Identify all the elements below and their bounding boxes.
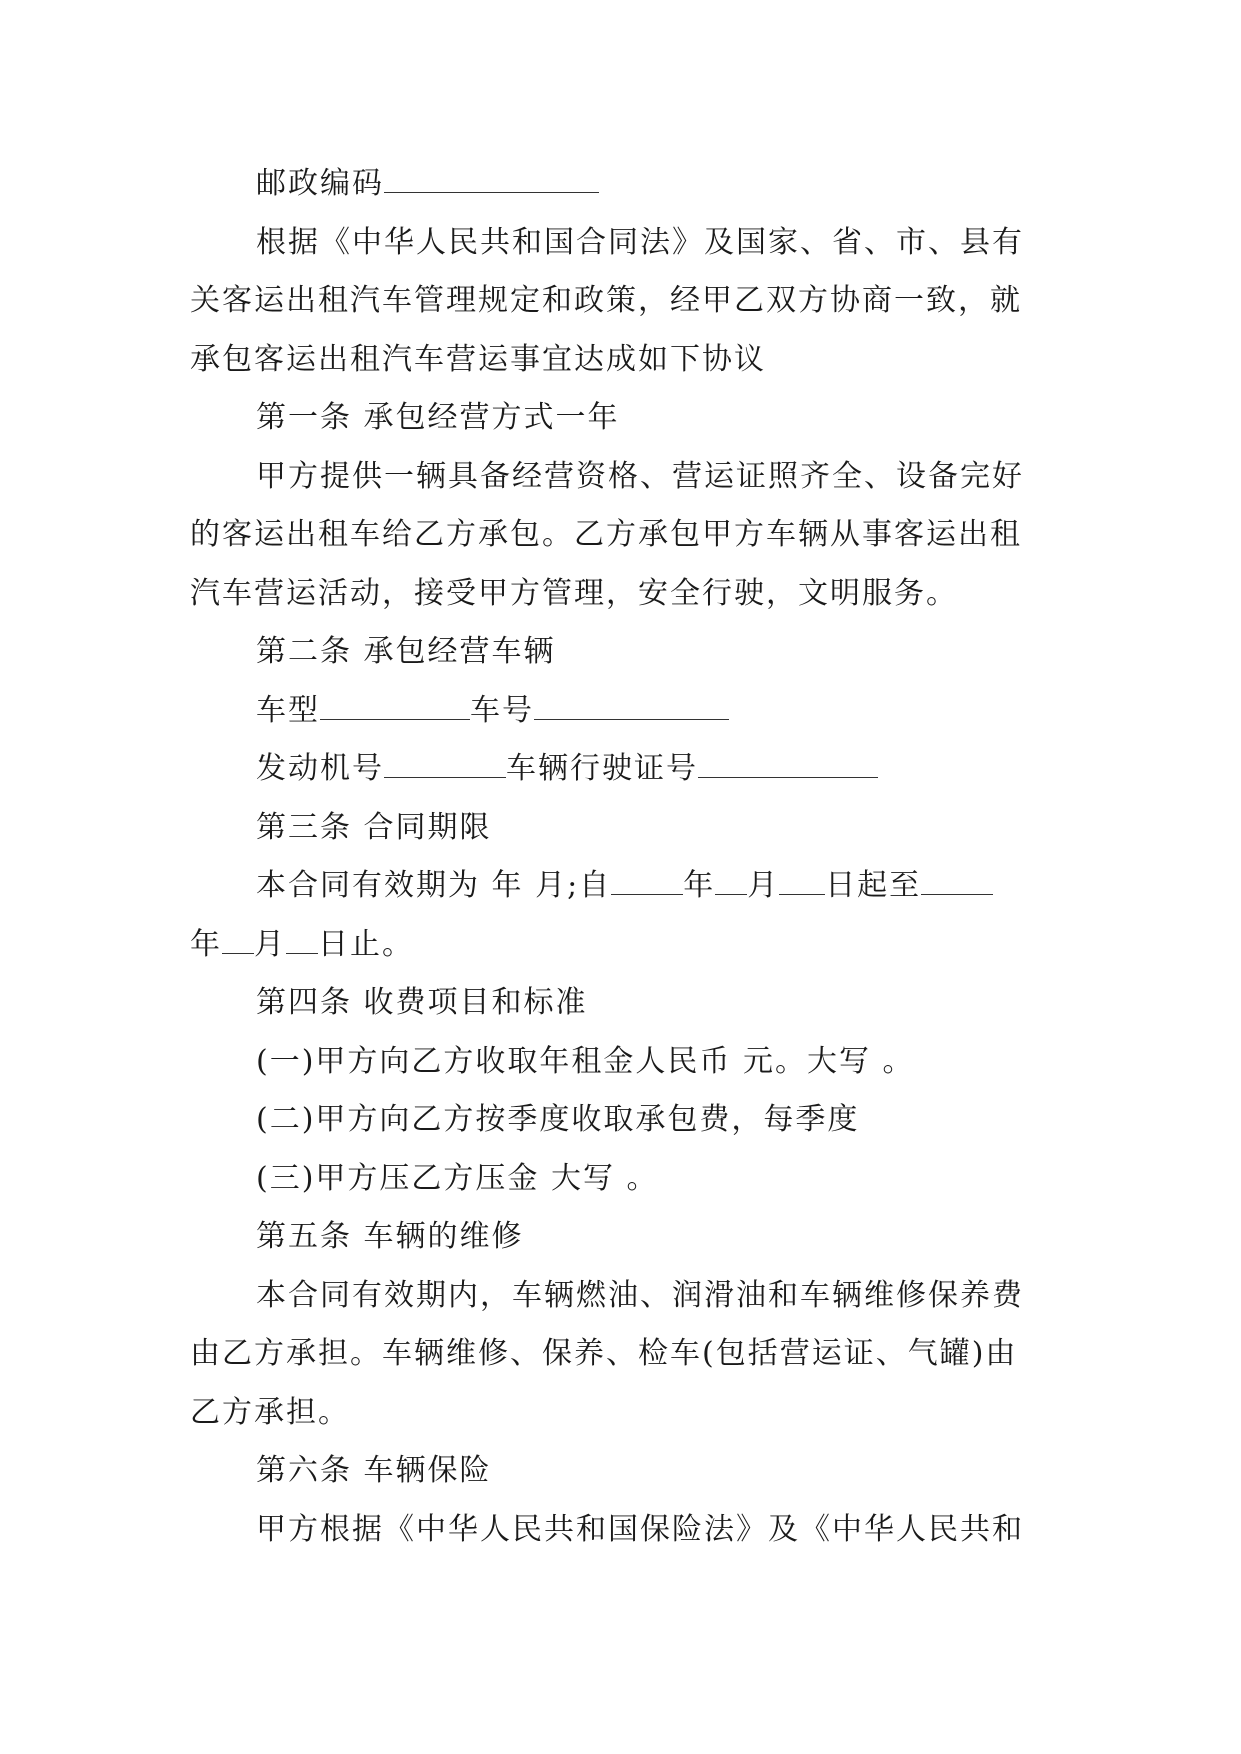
- text-segment: 第一条 承包经营方式一年: [256, 400, 620, 435]
- text-segment: 本合同有效期为 年 月;自: [256, 868, 612, 903]
- fill-in-blank: [611, 868, 683, 895]
- fill-in-blank: [534, 693, 729, 720]
- line-art5-title: [190, 1208, 1060, 1267]
- line-art4-1: [190, 1033, 1060, 1092]
- fill-in-blank: [222, 927, 254, 954]
- text-segment: (二)甲方向乙方按季度收取承包费，每季度: [256, 1102, 860, 1137]
- text-segment: 本合同有效期内，车辆燃油、润滑油和车辆维修保养费: [256, 1277, 1024, 1313]
- text-segment: 日起至: [825, 868, 922, 903]
- text-segment: 关客运出租汽车管理规定和政策，经甲乙双方协商一致，就: [190, 283, 1022, 318]
- line-intro-1: [190, 214, 1060, 273]
- text-segment: 车型: [256, 692, 320, 728]
- line-art4-2: [190, 1091, 1060, 1150]
- line-art2-engine: [190, 740, 1060, 799]
- line-art5-2: [190, 1325, 1060, 1384]
- text-segment: 发动机号: [256, 751, 384, 786]
- text-segment: 车辆行驶证号: [506, 751, 698, 786]
- line-intro-2: [190, 272, 1060, 331]
- text-segment: 日止。: [318, 926, 414, 962]
- line-art1-1: [190, 448, 1060, 507]
- text-segment: 甲方提供一辆具备经营资格、营运证照齐全、设备完好: [256, 458, 1024, 494]
- line-art1-3: [190, 565, 1060, 624]
- line-intro-3: [190, 331, 1060, 390]
- text-segment: 车号: [470, 692, 534, 728]
- text-segment: (一)甲方向乙方收取年租金人民币 元。大写 。: [256, 1043, 915, 1079]
- fill-in-blank: [384, 166, 599, 193]
- text-segment: 月: [254, 926, 286, 962]
- text-segment: 邮政编码: [256, 166, 384, 201]
- fill-in-blank: [384, 751, 506, 778]
- line-art6-1: [190, 1501, 1060, 1560]
- text-segment: 甲方根据《中华人民共和国保险法》及《中华人民共和: [256, 1511, 1024, 1547]
- text-segment: 第三条 合同期限: [256, 809, 492, 845]
- text-segment: 乙方承担。: [190, 1394, 350, 1430]
- line-art5-1: [190, 1267, 1060, 1326]
- line-art2-model: [190, 682, 1060, 741]
- fill-in-blank: [715, 868, 747, 895]
- fill-in-blank: [320, 693, 470, 720]
- text-segment: 第五条 车辆的维修: [256, 1219, 524, 1254]
- line-art3-2: [190, 916, 1060, 975]
- text-segment: 第二条 承包经营车辆: [256, 634, 556, 669]
- text-segment: 第六条 车辆保险: [256, 1453, 492, 1488]
- document-body: [190, 155, 1060, 1559]
- fill-in-blank: [286, 927, 318, 954]
- text-segment: 第四条 收费项目和标准: [256, 985, 588, 1020]
- line-art1-2: [190, 506, 1060, 565]
- line-art1-title: [190, 389, 1060, 448]
- text-segment: 的客运出租车给乙方承包。乙方承包甲方车辆从事客运出租: [190, 517, 1022, 552]
- text-segment: 年: [683, 868, 716, 903]
- line-art4-3: [190, 1150, 1060, 1209]
- line-art6-title: [190, 1442, 1060, 1501]
- line-art2-title: [190, 623, 1060, 682]
- line-postcode: [190, 155, 1060, 214]
- fill-in-blank: [698, 751, 878, 778]
- text-segment: (三)甲方压乙方压金 大写 。: [256, 1160, 659, 1196]
- text-segment: 根据《中华人民共和国合同法》及国家、省、市、县有: [256, 224, 1024, 260]
- text-segment: 年: [190, 926, 222, 962]
- text-segment: 汽车营运活动，接受甲方管理，安全行驶，文明服务。: [190, 575, 958, 611]
- fill-in-blank: [921, 868, 993, 895]
- line-art3-1: [190, 857, 1060, 916]
- text-segment: 由乙方承担。车辆维修、保养、检车(包括营运证、气罐)由: [190, 1336, 1018, 1371]
- line-art4-title: [190, 974, 1060, 1033]
- fill-in-blank: [779, 868, 825, 895]
- text-segment: 承包客运出租汽车营运事宜达成如下协议: [190, 341, 766, 377]
- text-segment: 月: [747, 868, 780, 903]
- line-art5-3: [190, 1384, 1060, 1443]
- line-art3-title: [190, 799, 1060, 858]
